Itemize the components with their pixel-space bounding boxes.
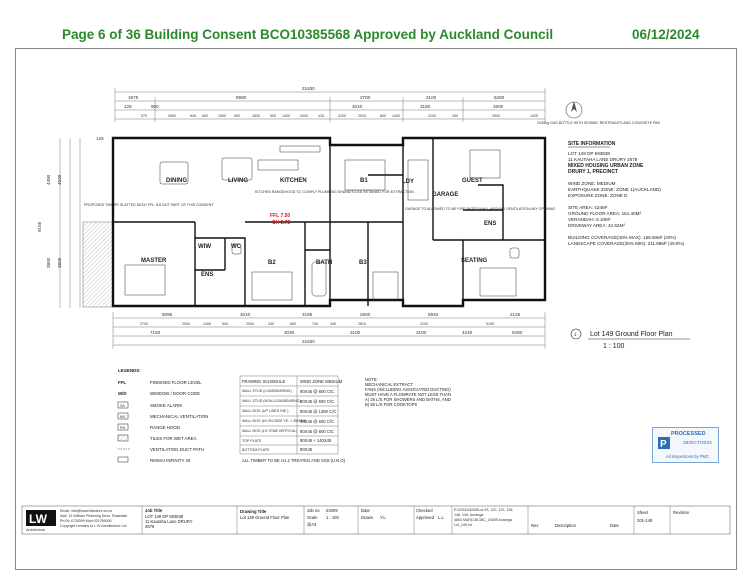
svg-text:TOP PLATE: TOP PLATE (242, 439, 262, 443)
svg-text:FRAMING SCHEDULE: FRAMING SCHEDULE (242, 379, 286, 384)
svg-text:570: 570 (141, 114, 147, 118)
drawing-title-cell (240, 509, 290, 520)
svg-text:11 KAUTAHA LANE DRURY 2578: 11 KAUTAHA LANE DRURY 2578 (568, 157, 638, 162)
svg-text:Drawn: Drawn (361, 515, 374, 520)
pmc-logo-icon (657, 436, 671, 450)
north-arrow-icon (566, 101, 582, 118)
svg-text:MECHANICAL EXTRACT: MECHANICAL EXTRACT (365, 382, 414, 387)
svg-text:Checked: Checked (416, 508, 433, 513)
svg-text:VERANDAH: 8.10M²: VERANDAH: 8.10M² (568, 217, 611, 222)
bottom-dimension-lines (113, 312, 545, 349)
legend-list (118, 380, 208, 463)
site-info-lines (568, 151, 685, 246)
svg-text:Revision: Revision (673, 510, 690, 515)
svg-text:FINISHED FLOOR LEVEL: FINISHED FLOOR LEVEL (150, 380, 202, 385)
gas-bottle-note: 2X45kg GAS BOTTLE WITH SEISMIC RESTRAINTS AND CONCRETE PAD (537, 121, 661, 125)
dim-left-2: 4500 (57, 174, 62, 185)
svg-text:3100: 3100 (428, 114, 436, 118)
dim-left-6: 125 (96, 136, 104, 141)
svg-text:WIND ZONE: MEDIUM: WIND ZONE: MEDIUM (568, 181, 616, 186)
dim-top-row3-2: 900 (151, 104, 159, 109)
left-dimension-lines (60, 138, 80, 308)
stamp-title: PROCESSED (671, 431, 706, 437)
svg-text:NOTE:: NOTE: (365, 377, 378, 382)
sheet-cell (637, 510, 690, 523)
rangehood-note: KITCHEN RANGEHOOD TO COMPLY PLUMBING SHAND/TO BE RETAINED FOR EXTRACTION (255, 190, 414, 194)
svg-text:2125: 2125 (510, 312, 521, 317)
svg-text:340: 340 (268, 322, 274, 326)
svg-text:90X45 @ 600 C/C: 90X45 @ 600 C/C (300, 419, 335, 424)
svg-text:B) 50 L/S FOR COOKTOPS: B) 50 L/S FOR COOKTOPS (365, 402, 418, 407)
svg-text:1400: 1400 (203, 322, 211, 326)
date-drawn-cell (361, 508, 386, 520)
plan-title-name: Lot 149 Ground Floor Plan (590, 331, 673, 338)
page-header-date: 06/12/2024 (632, 27, 700, 42)
svg-text:500: 500 (202, 114, 208, 118)
svg-text:Date: Date (610, 523, 619, 528)
svg-text:90X45 @ 600 C/C: 90X45 @ 600 C/C (300, 429, 335, 434)
svg-text:201-149: 201-149 (637, 518, 653, 523)
svg-text:24009: 24009 (326, 508, 338, 513)
ffl-level: FFL 7.50 (270, 213, 291, 219)
svg-text:90X45: 90X45 (300, 447, 313, 452)
dim-top-overall: 21630 (302, 86, 315, 91)
svg-text:1 : 100: 1 : 100 (326, 515, 339, 520)
svg-text:Rev: Rev (531, 523, 539, 528)
dim-top-row4 (141, 114, 538, 118)
svg-text:BOTTOM PLATE: BOTTOM PLATE (242, 448, 270, 452)
dim-top-row2-1: 1975 (128, 95, 139, 100)
svg-text:ALL TIMBER TO BE H1.2 TREATED: ALL TIMBER TO BE H1.2 TREATED AND SG8 (U.N.O) (242, 458, 346, 463)
page-header-title: Page 6 of 36 Building Consent BCO10385568 Approved by Auckland Council (62, 27, 554, 42)
svg-text:FFL: FFL (118, 380, 127, 385)
svg-text:250: 250 (452, 114, 458, 118)
svg-text:WALL NOG (HI ON-SIDE YE: > 3M/: WALL NOG (HI ON-SIDE YE: > 3M/MM) (242, 419, 307, 423)
legend-title: LEGENDS: (118, 368, 141, 373)
framing-schedule-table (240, 376, 346, 463)
svg-text:3100: 3100 (420, 322, 428, 326)
svg-text:800: 800 (380, 114, 386, 118)
svg-text:3030: 3030 (284, 330, 295, 335)
dim-top-row3-4: 3180 (420, 104, 431, 109)
svg-text:2000: 2000 (300, 114, 308, 118)
room-guest: GUEST (462, 178, 483, 184)
svg-text:90X45 + 140X45: 90X45 + 140X45 (300, 438, 332, 443)
room-wiw: WIW (198, 244, 211, 250)
svg-text:WIND ZONE MEDIUM: WIND ZONE MEDIUM (300, 379, 343, 384)
svg-text:2500: 2500 (360, 312, 371, 317)
svg-text:DRURY 1, PRECINCT: DRURY 1, PRECINCT (568, 169, 619, 175)
svg-text:148, 149, Auranga: 148, 149, Auranga (454, 513, 484, 517)
stamp-sub: All Inspections by PMC (666, 454, 710, 459)
dim-top-row3-5: 2600 (493, 104, 504, 109)
svg-text:GROUND FLOOR AREA: 161.40M²: GROUND FLOOR AREA: 161.40M² (568, 211, 642, 216)
svg-text:BUILDING COVERAGE(40% MAX): 16: BUILDING COVERAGE(40% MAX): 169.50M² (40%) (568, 235, 676, 240)
svg-text:P:\2024\24009\Lot 93, 120, 122: P:\2024\24009\Lot 93, 120, 122, 136, (454, 508, 514, 512)
dim-bottom-row2 (140, 322, 494, 326)
svg-text:Scale: Scale (307, 515, 318, 520)
processed-stamp (652, 427, 719, 463)
svg-text:2578: 2578 (145, 524, 155, 529)
svg-text:2000: 2000 (182, 322, 190, 326)
room-dining: DINING (166, 178, 187, 184)
svg-text:90X45 @ 600 C/C: 90X45 @ 600 C/C (300, 389, 335, 394)
svg-text:2810: 2810 (358, 322, 366, 326)
svg-text:MUST HAVE A FLOWRATE NOT LESS: MUST HAVE A FLOWRATE NOT LESS THAN (365, 392, 451, 397)
dim-top-row2-3: 3700 (360, 95, 371, 100)
svg-text:Date: Date (361, 508, 370, 513)
svg-text:WALL NOG (UP LINES INE.): WALL NOG (UP LINES INE.) (242, 409, 289, 413)
svg-text:3100: 3100 (338, 114, 346, 118)
timber-deck-hatch (83, 222, 113, 307)
svg-text:EARTHQUAKE ZONE: ZONE 1(AUCKLA: EARTHQUAKE ZONE: ZONE 1(AUCKLAND) (568, 187, 661, 192)
svg-text:3100: 3100 (416, 330, 427, 335)
svg-text:RINNAI INFINITY 26: RINNAI INFINITY 26 (150, 458, 191, 463)
svg-text:DRIVEWAY AREA: 42.62M²: DRIVEWAY AREA: 42.62M² (568, 223, 625, 228)
svg-text:90X45 @ 1350 C/C: 90X45 @ 1350 C/C (300, 409, 337, 414)
svg-text:A) 25 L/S FOR SHOWERS AND BATH: A) 25 L/S FOR SHOWERS AND BATHS, AND (365, 397, 451, 402)
svg-text:90X45 @ 600 C/C: 90X45 @ 600 C/C (300, 399, 335, 404)
dim-top-row3-1: 125 (124, 104, 132, 109)
svg-text:3100: 3100 (350, 330, 361, 335)
dim-bottom-overall: 21630 (302, 339, 315, 344)
svg-text:MECHANICAL VENTILATION: MECHANICAL VENTILATION (150, 414, 209, 419)
svg-text:SA: SA (120, 404, 125, 408)
svg-text:Drawing Title: Drawing Title (240, 509, 267, 514)
svg-text:340: 340 (330, 322, 336, 326)
svg-text:TILES FOR WET AREA: TILES FOR WET AREA (150, 436, 197, 441)
svg-text:Job Title: Job Title (145, 508, 163, 513)
svg-text:WALL STUD (LOADBEARING): WALL STUD (LOADBEARING) (242, 389, 292, 393)
svg-text:Description: Description (555, 523, 576, 528)
top-dimension-lines (115, 88, 545, 122)
svg-text:WALL NOG (LH STAB VERTICAL): WALL NOG (LH STAB VERTICAL) (242, 429, 298, 433)
dim-bottom-row3 (150, 330, 523, 335)
room-living: LIVING (228, 178, 249, 184)
svg-text:2010: 2010 (358, 114, 366, 118)
svg-text:SITE AREA: 424M²: SITE AREA: 424M² (568, 205, 608, 210)
svg-text:MV: MV (120, 415, 126, 419)
garage-note: GARAGE TO ALLOWED TO BE FIRE RATED WALL AROUND VENTILATION ANY OPENING (405, 207, 556, 211)
svg-text:W/D: W/D (118, 391, 127, 396)
svg-text:SMOKE ALARM: SMOKE ALARM (150, 403, 182, 408)
svg-text:LOT 149 DP 593838: LOT 149 DP 593838 (568, 151, 610, 156)
dim-left-1: 4490 (46, 174, 51, 185)
site-info-title: SITE INFORMATION (568, 141, 616, 147)
dim-left-4: 3800 (46, 257, 51, 268)
svg-text:1830: 1830 (252, 114, 260, 118)
svg-text:@A3: @A3 (307, 522, 317, 527)
svg-text:415: 415 (318, 114, 324, 118)
svg-text:600: 600 (290, 322, 296, 326)
svg-text:1425: 1425 (530, 114, 538, 118)
dim-top-row2-5: 5280 (494, 95, 505, 100)
svg-text:Copyright remains to L.W Archi: Copyright remains to L.W Architecture Ltd (60, 524, 127, 528)
svg-text:L.L: L.L (438, 515, 444, 520)
dim-left-5: 3805 (57, 257, 62, 268)
svg-text:1400: 1400 (392, 114, 400, 118)
room-seating: SEATING (461, 258, 488, 264)
stamp-date: 29/OCT/2024 (683, 441, 712, 446)
svg-text:2690: 2690 (168, 114, 176, 118)
svg-text:505: 505 (270, 114, 276, 118)
room-lobby: LDY (402, 179, 414, 185)
job-title-cell (145, 508, 193, 529)
title-block (22, 506, 730, 534)
svg-text:Approved: Approved (416, 515, 434, 520)
contact-info (60, 509, 127, 528)
svg-text:845: 845 (190, 114, 196, 118)
svg-text:FANS (INCLUDING ASSOCIATED DUC: FANS (INCLUDING ASSOCIATED DUCTING) (365, 387, 451, 392)
room-wc: WC (231, 244, 241, 250)
room-master: MASTER (141, 258, 167, 264)
ceiling-height: CH 2.72 (272, 220, 291, 226)
svg-text:7150: 7150 (150, 330, 161, 335)
room-bath: BATH (316, 260, 333, 266)
svg-text:740: 740 (312, 322, 318, 326)
svg-text:Email: info@lwarchitecture.co.: Email: info@lwarchitecture.co.nz (60, 509, 113, 513)
room-kitchen: KITCHEN (280, 178, 307, 184)
svg-text:Sheet: Sheet (637, 510, 648, 515)
svg-text:3100: 3100 (486, 322, 494, 326)
room-ens-guest: ENS (484, 221, 497, 227)
svg-text:2000: 2000 (246, 322, 254, 326)
svg-text:5940: 5940 (428, 312, 439, 317)
timber-deck-note: PROPOSED TIMBER SLATTED DECK FFL: 8.8 NOT PART OF THIS CONSENT (84, 203, 214, 207)
svg-text:1400: 1400 (282, 114, 290, 118)
svg-text:3185: 3185 (302, 312, 313, 317)
svg-text:4804 M&RD-BC\BC_24009 Auranga: 4804 M&RD-BC\BC_24009 Auranga (454, 518, 513, 522)
file-path-cell (454, 508, 513, 527)
svg-text:Lot_149.rvt: Lot_149.rvt (454, 523, 472, 527)
svg-text:900: 900 (234, 114, 240, 118)
svg-text:1900: 1900 (218, 114, 226, 118)
svg-text:Add: 13 William Pickering Driv: Add: 13 William Pickering Drive, Rosedale (60, 514, 128, 518)
svg-text:4240: 4240 (462, 330, 473, 335)
svg-text:RANGE HOOD: RANGE HOOD (150, 425, 181, 430)
plan-number: 1 (574, 332, 577, 337)
svg-text:WALL STUD (NON-LOADBEARING): WALL STUD (NON-LOADBEARING) (242, 399, 301, 403)
svg-text:WINDOW / DOOR CODE: WINDOW / DOOR CODE (150, 391, 201, 396)
plan-title-scale: 1 : 100 (603, 343, 625, 350)
svg-text:P: P (660, 439, 667, 450)
lw-logo-text: LW (29, 512, 47, 526)
mechanical-extract-note (365, 377, 451, 407)
svg-text:Job no: Job no (307, 508, 320, 513)
dim-top-row2-4: 3100 (426, 95, 437, 100)
checked-approved-cell (416, 508, 444, 520)
svg-text:Ph:09-4739399 Mob:021789005: Ph:09-4739399 Mob:021789005 (60, 519, 112, 523)
revision-cell (531, 523, 620, 528)
furniture-symbols (125, 146, 519, 300)
svg-text:VENTILATION DUCT PATH: VENTILATION DUCT PATH (150, 447, 205, 452)
svg-text:LOT 149 DP 593838: LOT 149 DP 593838 (145, 514, 184, 519)
dim-bottom-row1 (162, 312, 521, 317)
dim-left-3: 9155 (37, 221, 42, 232)
room-b2: B2 (268, 260, 276, 266)
svg-text:2700: 2700 (140, 322, 148, 326)
svg-text:RH: RH (120, 426, 126, 430)
job-info-cell (307, 508, 339, 527)
svg-text:3010: 3010 (240, 312, 251, 317)
room-ens-master: ENS (201, 272, 214, 278)
dim-top-row2-2: 8980 (236, 95, 247, 100)
dim-top-row3-3: 3010 (352, 104, 363, 109)
svg-text:Lot 149 Ground Floor Plan: Lot 149 Ground Floor Plan (240, 515, 290, 520)
svg-text:5280: 5280 (512, 330, 523, 335)
room-garage: GARAGE (432, 192, 459, 198)
svg-text:2900: 2900 (492, 114, 500, 118)
room-b3: B3 (359, 260, 367, 266)
svg-text:MIXED HOUSING URBAN ZONE: MIXED HOUSING URBAN ZONE (568, 163, 644, 169)
svg-text:540: 540 (222, 322, 228, 326)
lw-logo-sub: Architecture (26, 528, 46, 532)
svg-text:EXPOSURE ZONE: ZONE D: EXPOSURE ZONE: ZONE D (568, 193, 628, 198)
svg-text:Y.L: Y.L (380, 515, 386, 520)
svg-text:11 Kautaha Lane DRURY: 11 Kautaha Lane DRURY (145, 519, 193, 524)
svg-text:LANDSCAPE COVERAGE(35% MIN): 2: LANDSCAPE COVERAGE(35% MIN): 211.88M² (49.9%) (568, 241, 685, 246)
svg-text:5095: 5095 (162, 312, 173, 317)
room-b1: B1 (360, 178, 368, 184)
